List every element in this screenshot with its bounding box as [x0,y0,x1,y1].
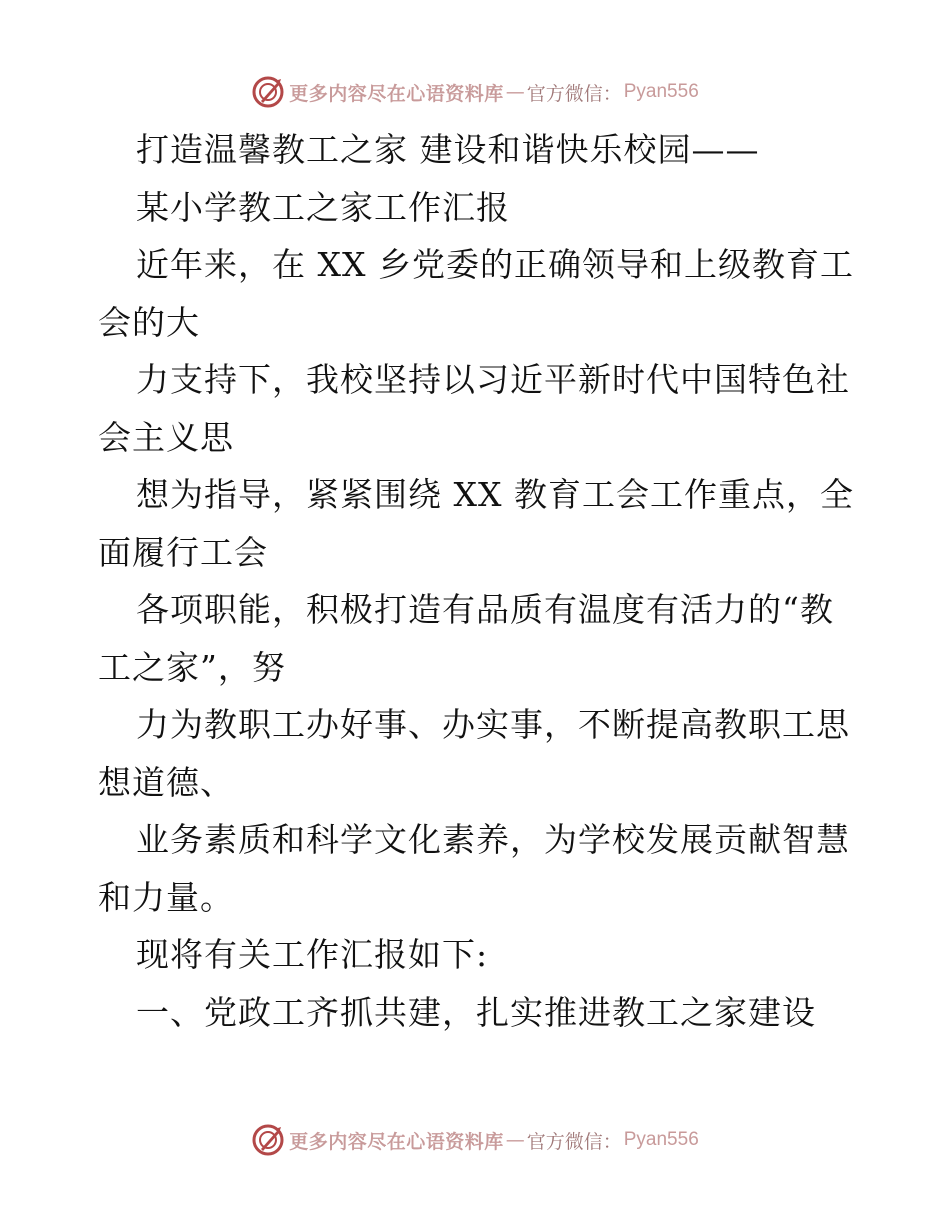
doc-title-line: 打造温馨教工之家 建设和谐快乐校园—— [136,130,760,169]
doc-text-line: 工之家”，努 [98,647,286,687]
banner-separator: — [505,1129,525,1151]
banner-wechat-label: 官方微信： [526,1130,622,1153]
doc-text-line: 力为教职工办好事、办实事，不断提高教职工思 [136,705,850,744]
doc-text-line: 近年来，在 XX 乡党委的正确领导和上级教育工 [136,245,854,284]
banner-wechat-id: Pyan556 [623,1129,699,1150]
header-watermark-banner [0,72,950,112]
banner-separator: — [505,81,525,103]
doc-text-line: 现将有关工作汇报如下: [136,935,489,974]
banner-wechat-label: 官方微信： [526,82,622,105]
banner-text: 更多内容尽在心语资料库 [289,1130,504,1153]
brand-logo-icon [251,75,285,109]
document-body [98,121,858,1041]
doc-text-line: 各项职能，积极打造有品质有温度有活力的“教 [136,590,834,629]
doc-section-heading: 一、党政工齐抓共建，扎实推进教工之家建设 [136,992,816,1032]
doc-text-line: 面履行工会 [98,532,268,572]
doc-text-line: 会的大 [98,302,200,342]
doc-text-line: 力支持下，我校坚持以习近平新时代中国特色社 [136,360,850,399]
doc-text-line: 和力量。 [98,877,234,917]
doc-text-line: 想为指导，紧紧围绕 XX 教育工会工作重点，全 [136,475,854,514]
banner-wechat-id: Pyan556 [623,81,699,102]
banner-text: 更多内容尽在心语资料库 [289,82,504,105]
brand-logo-icon [251,1123,285,1157]
doc-text-line: 会主义思 [98,417,234,457]
doc-text-line: 想道德、 [98,762,234,802]
doc-subtitle-line: 某小学教工之家工作汇报 [136,187,510,227]
footer-watermark-banner [0,1120,950,1160]
doc-text-line: 业务素质和科学文化素养，为学校发展贡献智慧 [136,820,850,859]
